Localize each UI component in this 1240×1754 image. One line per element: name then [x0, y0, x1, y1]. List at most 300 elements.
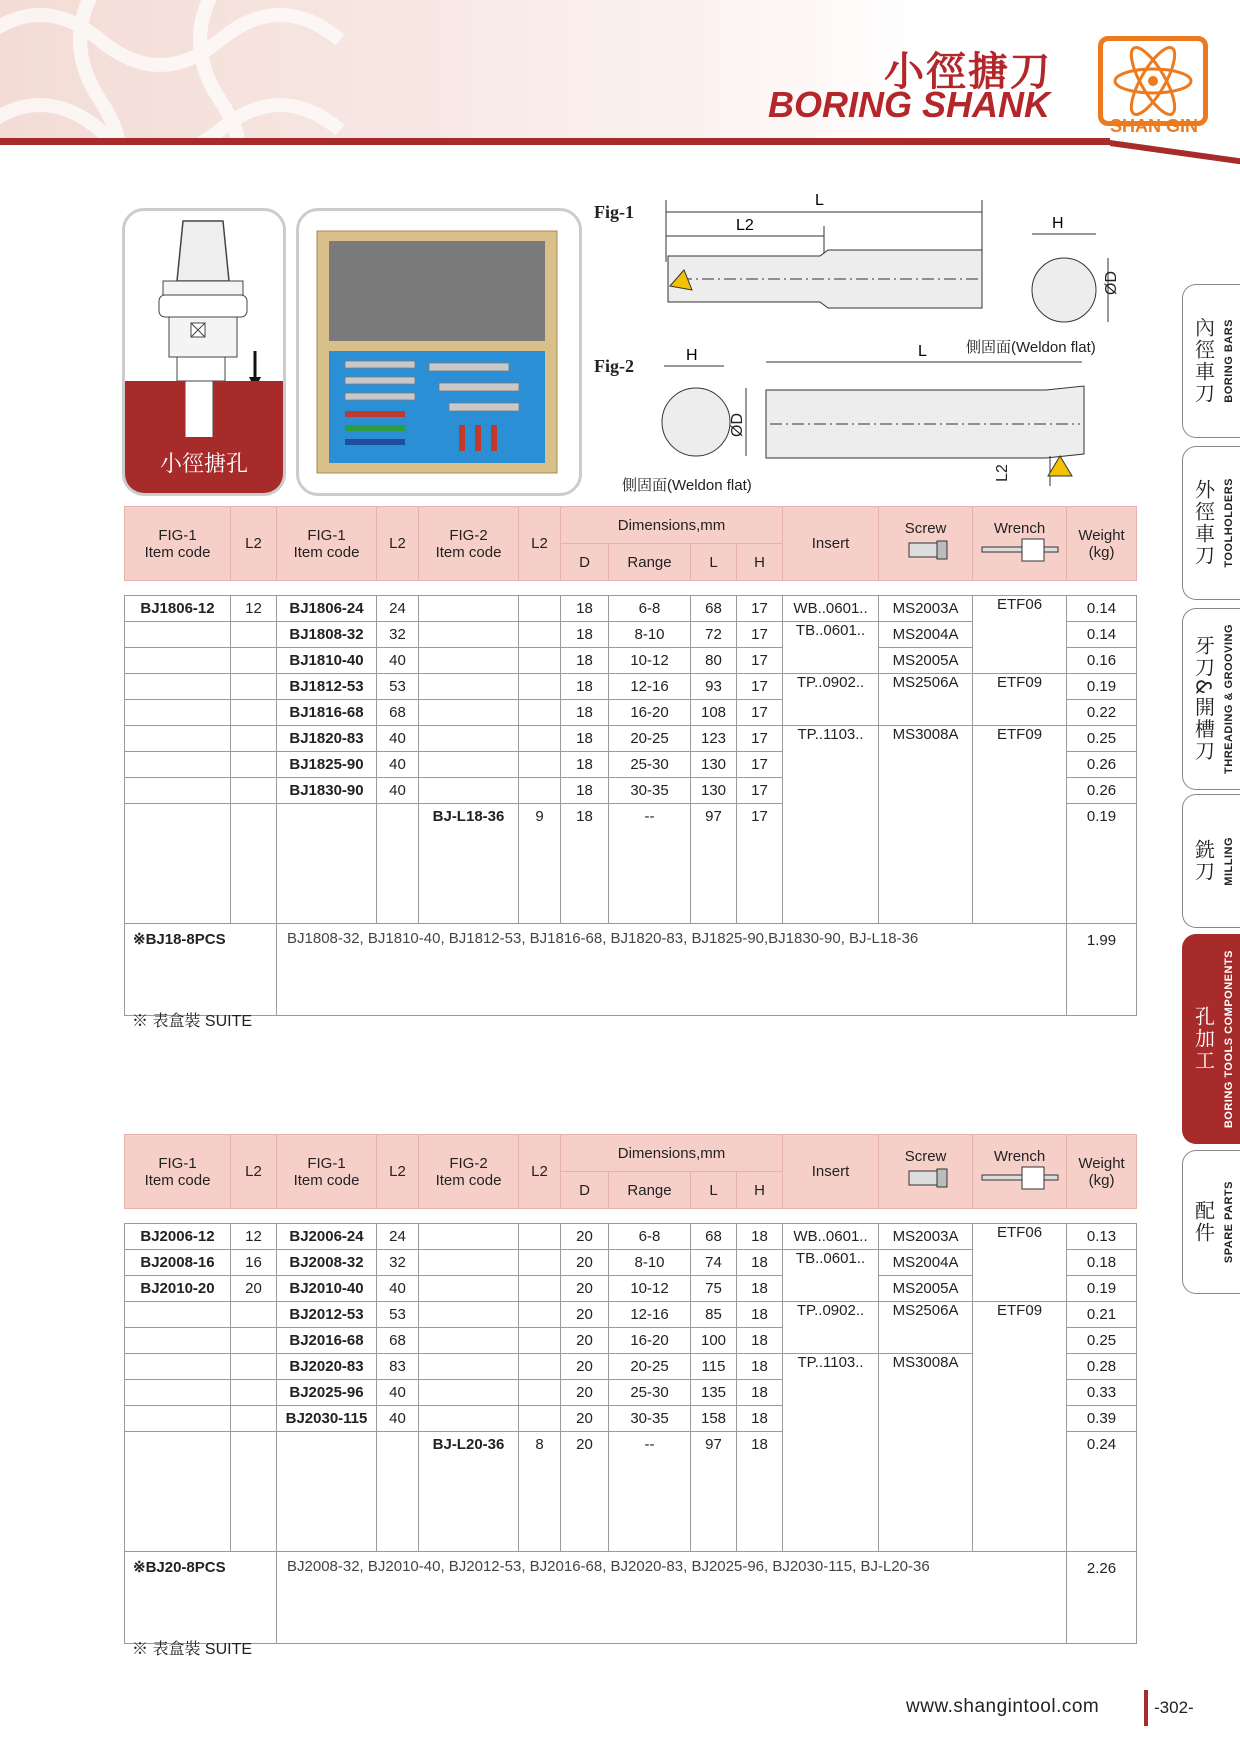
cell — [125, 778, 231, 804]
cell — [125, 1406, 231, 1432]
cell: 10-12 — [609, 1276, 691, 1302]
table-row — [125, 1224, 1137, 1250]
cell: 18 — [737, 1406, 783, 1432]
cell: 12 — [231, 596, 277, 622]
cell: 135 — [691, 1380, 737, 1406]
cell — [519, 1406, 561, 1432]
header-screw — [879, 507, 973, 581]
cell: TP..0902.. — [783, 1302, 879, 1354]
cell: MS3008A — [879, 1354, 973, 1552]
cell: 18 — [737, 1250, 783, 1276]
cell: 93 — [691, 674, 737, 700]
cell: 18 — [561, 596, 609, 622]
header-wrench-label: Wrench — [993, 1148, 1046, 1165]
cell: 17 — [737, 752, 783, 778]
cell — [419, 1406, 519, 1432]
cell — [519, 1250, 561, 1276]
cell: 16-20 — [609, 700, 691, 726]
cell: 17 — [737, 804, 783, 924]
cell — [519, 596, 561, 622]
cell: ETF09 — [973, 674, 1067, 726]
cell — [231, 648, 277, 674]
cell: 12 — [231, 1224, 277, 1250]
cell: BJ2010-40 — [277, 1276, 377, 1302]
cell: BJ2020-83 — [277, 1354, 377, 1380]
cell: ETF09 — [973, 726, 1067, 924]
header-wrench — [973, 1135, 1067, 1209]
cell: 32 — [377, 622, 419, 648]
cell: 0.19 — [1067, 804, 1137, 924]
suite-note: ※ 表盒裝 SUITE — [132, 1641, 253, 1658]
cell: TB..0601.. — [783, 622, 879, 674]
cell — [125, 1432, 231, 1552]
page-title-en: BORING SHANK — [767, 84, 1050, 125]
cell: 18 — [561, 778, 609, 804]
cell: BJ1820-83 — [277, 726, 377, 752]
cell — [231, 1432, 277, 1552]
cell: 0.25 — [1067, 726, 1137, 752]
tab-label-cn: 牙刀&開槽刀 — [1191, 635, 1216, 763]
boxed-set-photo — [296, 208, 582, 496]
cell: TP..1103.. — [783, 1354, 879, 1552]
header-l2: L2 — [377, 1135, 419, 1209]
weldon-flat-label-fig2: 側固面(Weldon flat) — [622, 477, 752, 494]
dim-D-fig1: ØD — [1103, 271, 1120, 295]
boring-shank-table-20 — [124, 1134, 1137, 1644]
cell: 115 — [691, 1354, 737, 1380]
header-fig2-code: FIG-2 Item code — [419, 507, 519, 581]
cell: 12-16 — [609, 1302, 691, 1328]
cell: 68 — [691, 596, 737, 622]
header-weight: Weight (kg) — [1067, 1135, 1137, 1209]
cell: MS2004A — [879, 1250, 973, 1276]
cell: 18 — [737, 1354, 783, 1380]
header-d: D — [561, 1172, 609, 1209]
weldon-flat-label-fig1: 側固面(Weldon flat) — [966, 339, 1096, 356]
footer-website-link[interactable]: www.shangintool.com — [906, 1696, 1100, 1717]
cell: 9 — [519, 804, 561, 924]
cell: BJ2025-96 — [277, 1380, 377, 1406]
cell: 20-25 — [609, 1354, 691, 1380]
cell: 16 — [231, 1250, 277, 1276]
cell — [125, 1380, 231, 1406]
cell: 0.33 — [1067, 1380, 1137, 1406]
cell: BJ2030-115 — [277, 1406, 377, 1432]
cell — [419, 1276, 519, 1302]
cell: BJ2006-12 — [125, 1224, 231, 1250]
cell: 24 — [377, 1224, 419, 1250]
cell: WB..0601.. — [783, 596, 879, 622]
table-row — [125, 596, 1137, 622]
tab-label-cn: 配件 — [1191, 1200, 1216, 1244]
cell: BJ1812-53 — [277, 674, 377, 700]
cell: BJ1830-90 — [277, 778, 377, 804]
set-code: ※BJ18-8PCS — [125, 924, 277, 1016]
cell — [231, 752, 277, 778]
cell: BJ1806-12 — [125, 596, 231, 622]
cell — [377, 804, 419, 924]
tab-boring-bars[interactable] — [1182, 284, 1240, 438]
tab-boring-tools-components[interactable] — [1182, 934, 1240, 1144]
cell: 16-20 — [609, 1328, 691, 1354]
cell — [519, 1328, 561, 1354]
cell: TP..0902.. — [783, 674, 879, 726]
brand-logo — [1098, 36, 1208, 126]
cell: 83 — [377, 1354, 419, 1380]
cell: 0.39 — [1067, 1406, 1137, 1432]
cell: 0.26 — [1067, 778, 1137, 804]
cell: BJ2016-68 — [277, 1328, 377, 1354]
cell — [519, 1380, 561, 1406]
header-dimensions: Dimensions,mm — [561, 1135, 783, 1172]
cell: 130 — [691, 778, 737, 804]
cell: BJ2006-24 — [277, 1224, 377, 1250]
header-fig1-code: FIG-1 Item code — [277, 507, 377, 581]
cell — [125, 804, 231, 924]
dim-H-fig2: H — [686, 347, 698, 364]
cell — [419, 752, 519, 778]
cell: 18 — [737, 1380, 783, 1406]
cell: 40 — [377, 1276, 419, 1302]
table-row — [125, 726, 1137, 752]
cell: 0.22 — [1067, 700, 1137, 726]
tab-label-cn: 銑刀 — [1191, 839, 1216, 883]
dim-L2-fig2: L2 — [993, 464, 1011, 482]
cell: 20 — [561, 1224, 609, 1250]
cell — [125, 1354, 231, 1380]
cell: 0.14 — [1067, 596, 1137, 622]
cell: 18 — [561, 804, 609, 924]
header-weight: Weight (kg) — [1067, 507, 1137, 581]
cell: 24 — [377, 596, 419, 622]
header-l2: L2 — [519, 1135, 561, 1209]
header-range: Range — [609, 1172, 691, 1209]
application-photo — [122, 208, 286, 496]
cell — [231, 1328, 277, 1354]
cell — [231, 1406, 277, 1432]
dim-L-fig2: L — [918, 343, 927, 360]
cell: 100 — [691, 1328, 737, 1354]
cell: 68 — [377, 700, 419, 726]
table-row — [125, 674, 1137, 700]
cell: MS2004A — [879, 622, 973, 648]
cell — [125, 648, 231, 674]
cell: BJ-L20-36 — [419, 1432, 519, 1552]
cell: BJ2008-16 — [125, 1250, 231, 1276]
cell: 25-30 — [609, 752, 691, 778]
header-h: H — [737, 544, 783, 581]
dim-H-fig1: H — [1052, 215, 1064, 232]
cell: 40 — [377, 1380, 419, 1406]
dim-L2-fig1: L2 — [736, 217, 754, 234]
cell — [419, 1354, 519, 1380]
cell — [231, 1354, 277, 1380]
cell: 18 — [737, 1302, 783, 1328]
header-l: L — [691, 544, 737, 581]
cell: 17 — [737, 700, 783, 726]
fig2-label: Fig-2 — [594, 356, 634, 376]
cell: MS2506A — [879, 1302, 973, 1354]
cell: 18 — [737, 1276, 783, 1302]
screw-icon — [901, 1165, 951, 1191]
header-screw-label: Screw — [904, 1148, 947, 1165]
dim-L-fig1: L — [815, 192, 824, 209]
cell: TB..0601.. — [783, 1250, 879, 1302]
cell: 8-10 — [609, 1250, 691, 1276]
cell — [519, 700, 561, 726]
cell: 68 — [377, 1328, 419, 1354]
cell: 0.25 — [1067, 1328, 1137, 1354]
cell — [125, 674, 231, 700]
cell: 25-30 — [609, 1380, 691, 1406]
tab-spare-parts[interactable] — [1182, 1150, 1240, 1294]
cell: 80 — [691, 648, 737, 674]
cell: 97 — [691, 804, 737, 924]
photo-caption: 小徑搪孔 — [125, 437, 283, 493]
cell — [419, 778, 519, 804]
cell — [125, 726, 231, 752]
cell: 20 — [561, 1250, 609, 1276]
cell — [419, 1328, 519, 1354]
cell: ETF09 — [973, 1302, 1067, 1552]
cell: BJ1808-32 — [277, 622, 377, 648]
cell — [419, 674, 519, 700]
cell — [519, 648, 561, 674]
cell: TP..1103.. — [783, 726, 879, 924]
tab-label-en: BORING BARS — [1222, 319, 1235, 403]
set-row — [125, 924, 1137, 1016]
cell: 158 — [691, 1406, 737, 1432]
set-weight: 1.99 — [1067, 924, 1137, 1016]
cell — [419, 596, 519, 622]
tool-holder-illustration — [125, 211, 283, 441]
cell — [419, 622, 519, 648]
cell — [231, 674, 277, 700]
cell — [125, 622, 231, 648]
cell: 20 — [561, 1432, 609, 1552]
cell: 0.21 — [1067, 1302, 1137, 1328]
cell: BJ2012-53 — [277, 1302, 377, 1328]
cell: MS3008A — [879, 726, 973, 924]
cell: 20 — [561, 1302, 609, 1328]
table1-body — [125, 596, 1137, 1016]
cell: 74 — [691, 1250, 737, 1276]
cell: 18 — [561, 726, 609, 752]
cell: 30-35 — [609, 1406, 691, 1432]
cell: 40 — [377, 726, 419, 752]
cell — [277, 1432, 377, 1552]
boring-shank-table-18 — [124, 506, 1137, 1016]
cell — [519, 1302, 561, 1328]
suite-note: ※ 表盒裝 SUITE — [132, 1013, 253, 1030]
header-d: D — [561, 544, 609, 581]
cell: -- — [609, 1432, 691, 1552]
cell — [519, 726, 561, 752]
cell: MS2005A — [879, 1276, 973, 1302]
header-fig1-code: FIG-1 Item code — [125, 507, 231, 581]
cell — [231, 622, 277, 648]
header-fig2-code: FIG-2 Item code — [419, 1135, 519, 1209]
cell: 30-35 — [609, 778, 691, 804]
cell: 0.28 — [1067, 1354, 1137, 1380]
cell: 18 — [561, 700, 609, 726]
header-l2: L2 — [231, 507, 277, 581]
header-wrench — [973, 507, 1067, 581]
cell: 20 — [561, 1276, 609, 1302]
cell — [419, 1302, 519, 1328]
cell: 20 — [561, 1406, 609, 1432]
cell — [231, 700, 277, 726]
cell: 0.18 — [1067, 1250, 1137, 1276]
cell: BJ1825-90 — [277, 752, 377, 778]
cell: 18 — [737, 1432, 783, 1552]
brand-name: SHAN GIN — [1109, 116, 1198, 136]
cell — [519, 752, 561, 778]
cell — [419, 648, 519, 674]
cell: 75 — [691, 1276, 737, 1302]
atom-logo-icon — [1103, 41, 1203, 121]
cell: 18 — [561, 674, 609, 700]
tab-threading-grooving[interactable] — [1182, 608, 1240, 790]
cell: BJ1806-24 — [277, 596, 377, 622]
header-pattern — [0, 0, 420, 140]
header-dimensions: Dimensions,mm — [561, 507, 783, 544]
cell: MS2003A — [879, 1224, 973, 1250]
cell — [519, 1354, 561, 1380]
cell: 40 — [377, 778, 419, 804]
cell: 32 — [377, 1250, 419, 1276]
cell: 0.14 — [1067, 622, 1137, 648]
cell: 18 — [561, 648, 609, 674]
cell: 72 — [691, 622, 737, 648]
cell — [519, 622, 561, 648]
cell — [419, 1380, 519, 1406]
cell — [519, 1276, 561, 1302]
tab-label-cn: 外徑車刀 — [1191, 479, 1216, 567]
header-l2: L2 — [377, 507, 419, 581]
cell: 0.19 — [1067, 1276, 1137, 1302]
cell: 0.24 — [1067, 1432, 1137, 1552]
tab-milling[interactable] — [1182, 794, 1240, 928]
cell: 97 — [691, 1432, 737, 1552]
cell: 18 — [737, 1224, 783, 1250]
set-row — [125, 1552, 1137, 1644]
cell: 18 — [737, 1328, 783, 1354]
header-screw-label: Screw — [904, 520, 947, 537]
wooden-case-illustration — [299, 211, 579, 493]
cell: 17 — [737, 648, 783, 674]
tab-label-en: BORING TOOLS COMPONENTS — [1222, 949, 1235, 1129]
cell: 17 — [737, 596, 783, 622]
cell: -- — [609, 804, 691, 924]
cell: 53 — [377, 674, 419, 700]
cell: BJ2008-32 — [277, 1250, 377, 1276]
cell: 17 — [737, 622, 783, 648]
cell: WB..0601.. — [783, 1224, 879, 1250]
cell: 20 — [561, 1328, 609, 1354]
tab-label-en: MILLING — [1222, 836, 1235, 886]
cell: BJ2010-20 — [125, 1276, 231, 1302]
set-list: BJ2008-32, BJ2010-40, BJ2012-53, BJ2016-68, BJ2020-83, BJ2025-96, BJ2030-115, BJ-L20-36 — [277, 1552, 1067, 1644]
cell: ETF06 — [973, 596, 1067, 674]
cell — [519, 778, 561, 804]
cell — [419, 1250, 519, 1276]
cell — [419, 700, 519, 726]
header-insert: Insert — [783, 1135, 879, 1209]
cell: 12-16 — [609, 674, 691, 700]
cell: 123 — [691, 726, 737, 752]
header-screw — [879, 1135, 973, 1209]
tab-label-en: SPARE PARTS — [1222, 1180, 1235, 1264]
cell: 17 — [737, 726, 783, 752]
cell: 108 — [691, 700, 737, 726]
tab-label-cn: 內徑車刀 — [1191, 317, 1216, 405]
cell — [231, 778, 277, 804]
header-wrench-label: Wrench — [993, 520, 1046, 537]
tab-toolholders[interactable] — [1182, 446, 1240, 600]
fig1-label: Fig-1 — [594, 202, 634, 222]
cell — [519, 1224, 561, 1250]
cell: ETF06 — [973, 1224, 1067, 1302]
cell — [125, 1302, 231, 1328]
cell — [231, 804, 277, 924]
wrench-icon — [978, 1165, 1062, 1191]
tab-label-en: THREADING & GROOVING — [1222, 624, 1235, 774]
cell — [125, 1328, 231, 1354]
cell: 68 — [691, 1224, 737, 1250]
header-insert: Insert — [783, 507, 879, 581]
header-l: L — [691, 1172, 737, 1209]
cell — [231, 1380, 277, 1406]
cell — [125, 752, 231, 778]
cell — [125, 700, 231, 726]
cell: 8-10 — [609, 622, 691, 648]
cell: 17 — [737, 778, 783, 804]
header-l2: L2 — [519, 507, 561, 581]
cell: MS2005A — [879, 648, 973, 674]
cell: 20 — [231, 1276, 277, 1302]
footer-divider — [1144, 1690, 1148, 1726]
cell: 0.26 — [1067, 752, 1137, 778]
cell: 17 — [737, 674, 783, 700]
cell: 85 — [691, 1302, 737, 1328]
page-number: -302- — [1154, 1698, 1194, 1717]
cell — [419, 726, 519, 752]
header-range: Range — [609, 544, 691, 581]
cell: BJ-L18-36 — [419, 804, 519, 924]
cell: 20-25 — [609, 726, 691, 752]
cell: 130 — [691, 752, 737, 778]
table-row — [125, 1302, 1137, 1328]
header-rule — [0, 138, 1110, 145]
cell: BJ1816-68 — [277, 700, 377, 726]
table2-body — [125, 1224, 1137, 1644]
cell — [419, 1224, 519, 1250]
wrench-icon — [978, 537, 1062, 563]
cell: 10-12 — [609, 648, 691, 674]
cell — [277, 804, 377, 924]
cell: 40 — [377, 752, 419, 778]
header-h: H — [737, 1172, 783, 1209]
header-fig1-code: FIG-1 Item code — [277, 1135, 377, 1209]
set-weight: 2.26 — [1067, 1552, 1137, 1644]
cell: 40 — [377, 1406, 419, 1432]
screw-icon — [901, 537, 951, 563]
cell: 18 — [561, 752, 609, 778]
cell: 20 — [561, 1354, 609, 1380]
cell: 53 — [377, 1302, 419, 1328]
cell: BJ1810-40 — [277, 648, 377, 674]
